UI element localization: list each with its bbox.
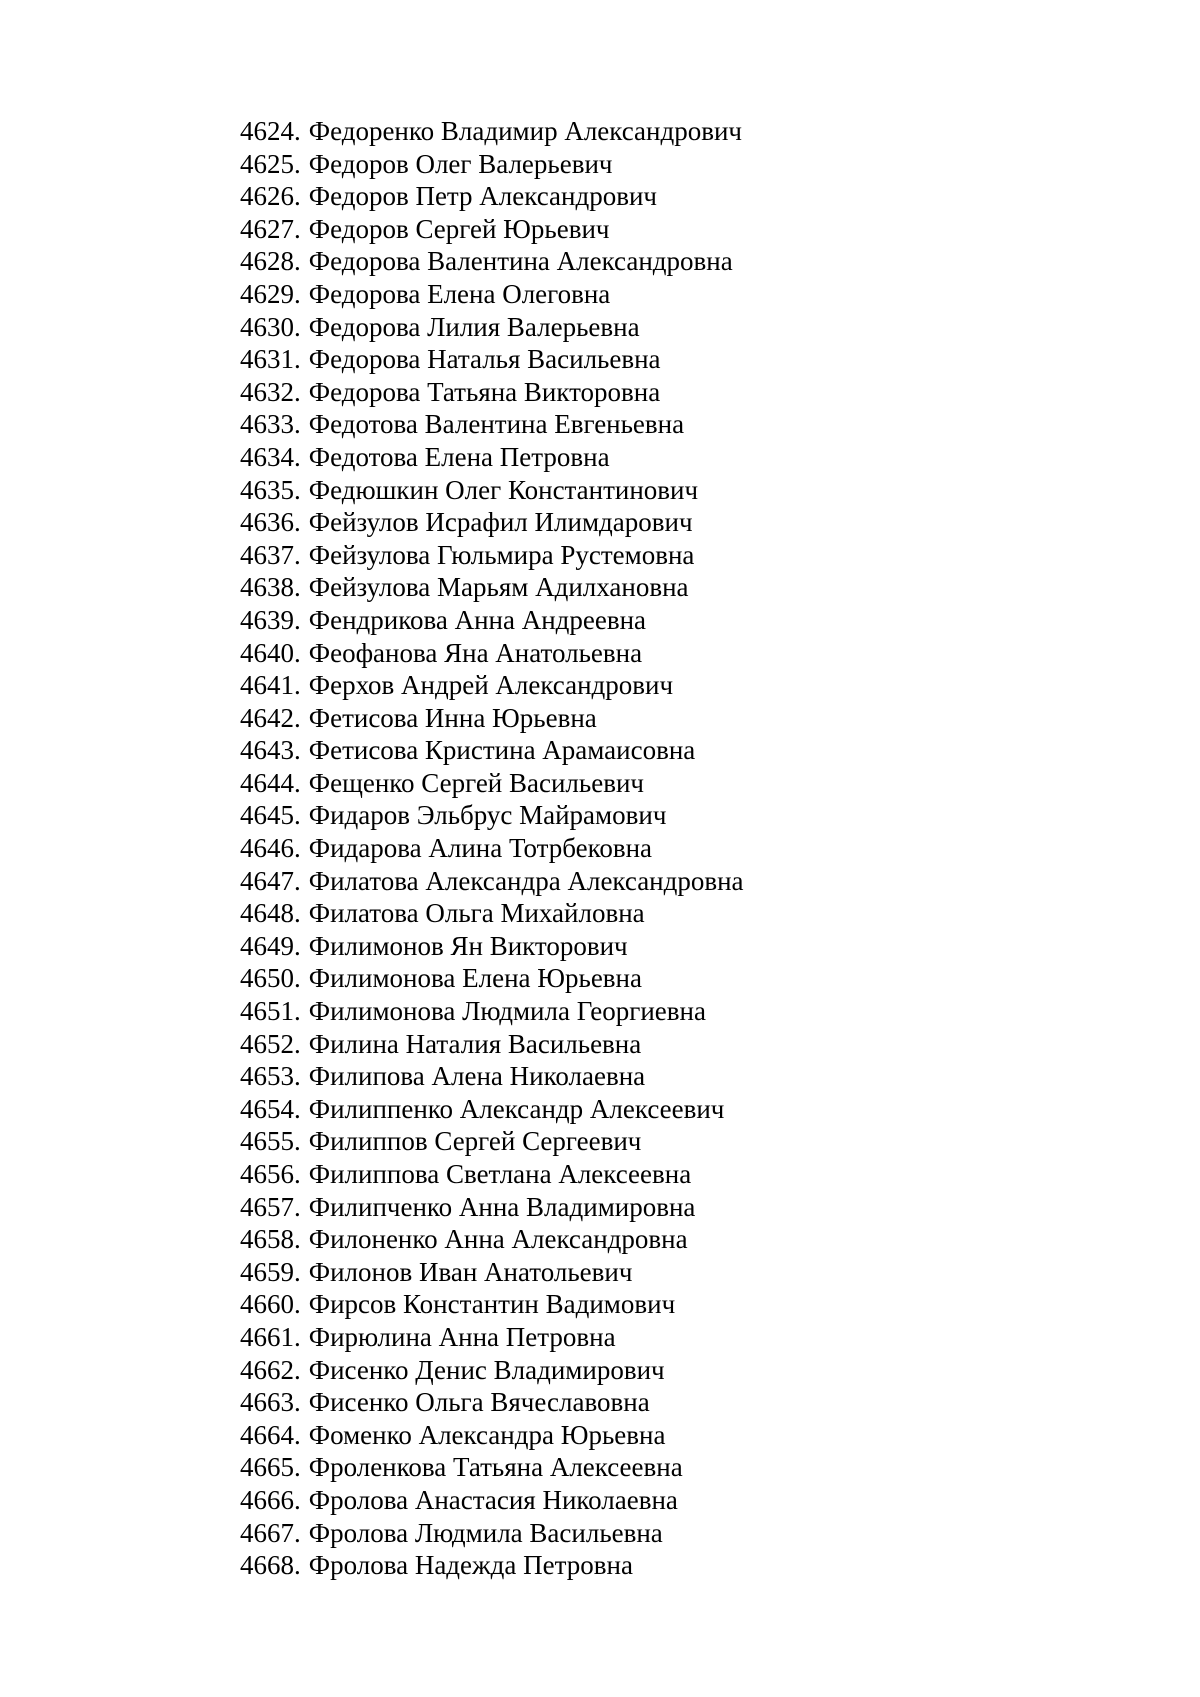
entry-name: Федорова Татьяна Викторовна xyxy=(308,376,661,407)
entry-name: Фидаров Эльбрус Майрамович xyxy=(308,800,667,831)
entry-name: Филиппова Светлана Алексеевна xyxy=(308,1159,692,1189)
list-item xyxy=(240,1158,744,1191)
entry-name: Фисенко Ольга Вячеславовна xyxy=(308,1387,650,1418)
list-item xyxy=(240,604,744,637)
entry-number: 4665. xyxy=(240,1452,301,1483)
entry-name: Федорова Лилия Валерьевна xyxy=(308,311,640,342)
entry-number: 4663. xyxy=(240,1387,301,1418)
entry-number: 4647. xyxy=(240,865,301,896)
entry-name: Федоров Сергей Юрьевич xyxy=(308,213,610,244)
list-item xyxy=(240,669,744,702)
entry-number: 4646. xyxy=(240,833,301,864)
entry-number: 4628. xyxy=(240,246,301,277)
entry-name: Федоров Петр Александрович xyxy=(308,181,657,212)
list-item xyxy=(240,1484,744,1517)
entry-number: 4644. xyxy=(240,767,301,798)
list-item xyxy=(240,148,744,181)
entry-name: Филонов Иван Анатольевич xyxy=(308,1256,633,1287)
list-item xyxy=(240,408,744,441)
entry-number: 4656. xyxy=(240,1159,301,1189)
entry-number: 4624. xyxy=(240,116,301,146)
entry-name: Фейзулова Гюльмира Рустемовна xyxy=(308,539,695,570)
entry-number: 4650. xyxy=(240,963,301,994)
entry-number: 4651. xyxy=(240,996,301,1027)
entry-name: Федорова Валентина Александровна xyxy=(308,246,733,277)
entry-number: 4664. xyxy=(240,1419,301,1450)
entry-name: Фещенко Сергей Васильевич xyxy=(308,767,644,798)
entry-name: Фирсов Константин Вадимович xyxy=(308,1289,676,1320)
list-item xyxy=(240,115,744,148)
entry-number: 4658. xyxy=(240,1224,301,1255)
entry-number: 4661. xyxy=(240,1321,301,1352)
entry-name: Федотова Валентина Евгеньевна xyxy=(308,409,685,440)
list-item xyxy=(240,1517,744,1550)
entry-number: 4639. xyxy=(240,604,301,635)
entry-number: 4652. xyxy=(240,1028,301,1059)
list-item xyxy=(240,571,744,604)
entry-name: Фетисова Инна Юрьевна xyxy=(308,702,597,733)
entry-number: 4634. xyxy=(240,441,301,472)
entry-name: Филатова Александра Александровна xyxy=(308,865,744,896)
entry-number: 4642. xyxy=(240,702,301,733)
entry-name: Филиппов Сергей Сергеевич xyxy=(308,1126,642,1157)
entry-name: Филипченко Анна Владимировна xyxy=(308,1191,696,1222)
name-list xyxy=(240,115,744,1582)
list-item xyxy=(240,1191,744,1224)
entry-name: Фролова Людмила Васильевна xyxy=(308,1517,663,1548)
entry-name: Фоменко Александра Юрьевна xyxy=(308,1419,666,1450)
list-item xyxy=(240,1419,744,1452)
list-item xyxy=(240,506,744,539)
list-item xyxy=(240,376,744,409)
list-item xyxy=(240,311,744,344)
entry-number: 4632. xyxy=(240,376,301,407)
entry-name: Фисенко Денис Владимирович xyxy=(308,1354,665,1385)
list-item xyxy=(240,1354,744,1387)
list-item xyxy=(240,1288,744,1321)
entry-name: Фетисова Кристина Арамаисовна xyxy=(308,735,696,766)
list-item xyxy=(240,1321,744,1354)
entry-name: Фейзулова Марьям Адилхановна xyxy=(308,572,689,603)
list-item xyxy=(240,799,744,832)
entry-name: Фейзулов Исрафил Илимдарович xyxy=(308,507,693,538)
entry-name: Филимонов Ян Викторович xyxy=(308,930,628,961)
entry-number: 4626. xyxy=(240,181,301,212)
entry-name: Фирюлина Анна Петровна xyxy=(308,1321,616,1352)
list-item xyxy=(240,1060,744,1093)
entry-number: 4627. xyxy=(240,213,301,244)
entry-name: Фидарова Алина Тотрбековна xyxy=(308,833,653,864)
list-item xyxy=(240,897,744,930)
list-item xyxy=(240,278,744,311)
list-item xyxy=(240,539,744,572)
entry-name: Фроленкова Татьяна Алексеевна xyxy=(308,1452,683,1483)
list-item xyxy=(240,734,744,767)
entry-number: 4667. xyxy=(240,1517,301,1548)
list-item xyxy=(240,1451,744,1484)
list-item xyxy=(240,930,744,963)
list-item xyxy=(240,1125,744,1158)
entry-name: Фролова Анастасия Николаевна xyxy=(308,1484,678,1515)
entry-number: 4643. xyxy=(240,735,301,766)
entry-name: Федюшкин Олег Константинович xyxy=(308,474,699,505)
entry-number: 4668. xyxy=(240,1550,301,1581)
entry-name: Фролова Надежда Петровна xyxy=(308,1550,633,1581)
list-item xyxy=(240,1386,744,1419)
entry-name: Федоренко Владимир Александрович xyxy=(308,116,742,146)
entry-name: Филимонова Людмила Георгиевна xyxy=(308,996,706,1027)
entry-number: 4649. xyxy=(240,930,301,961)
entry-number: 4629. xyxy=(240,278,301,309)
entry-name: Филоненко Анна Александровна xyxy=(308,1224,688,1255)
list-item xyxy=(240,213,744,246)
entry-name: Филиппенко Александр Алексеевич xyxy=(308,1093,725,1124)
entry-name: Ферхов Андрей Александрович xyxy=(308,670,674,701)
list-item xyxy=(240,962,744,995)
entry-number: 4640. xyxy=(240,637,301,668)
entry-name: Филина Наталия Васильевна xyxy=(308,1028,642,1059)
entry-name: Филипова Алена Николаевна xyxy=(308,1061,646,1092)
entry-number: 4641. xyxy=(240,670,301,701)
list-item xyxy=(240,343,744,376)
entry-number: 4638. xyxy=(240,572,301,603)
entry-number: 4648. xyxy=(240,898,301,929)
entry-name: Федотова Елена Петровна xyxy=(308,441,610,472)
entry-name: Филимонова Елена Юрьевна xyxy=(308,963,642,994)
list-item xyxy=(240,1549,744,1582)
entry-number: 4633. xyxy=(240,409,301,440)
entry-name: Филатова Ольга Михайловна xyxy=(308,898,645,929)
entry-number: 4625. xyxy=(240,148,301,179)
list-item xyxy=(240,180,744,213)
entry-name: Фендрикова Анна Андреевна xyxy=(308,604,647,635)
entry-number: 4653. xyxy=(240,1061,301,1092)
entry-number: 4660. xyxy=(240,1289,301,1320)
list-item xyxy=(240,702,744,735)
entry-number: 4655. xyxy=(240,1126,301,1157)
list-item xyxy=(240,1028,744,1061)
entry-number: 4662. xyxy=(240,1354,301,1385)
entry-name: Федорова Наталья Васильевна xyxy=(308,344,661,375)
entry-name: Федорова Елена Олеговна xyxy=(308,278,611,309)
entry-number: 4635. xyxy=(240,474,301,505)
entry-number: 4659. xyxy=(240,1256,301,1287)
list-item xyxy=(240,474,744,507)
list-item xyxy=(240,1223,744,1256)
list-item xyxy=(240,1256,744,1289)
entry-number: 4630. xyxy=(240,311,301,342)
entry-number: 4631. xyxy=(240,344,301,375)
entry-number: 4645. xyxy=(240,800,301,831)
list-item xyxy=(240,441,744,474)
entry-number: 4637. xyxy=(240,539,301,570)
entry-number: 4657. xyxy=(240,1191,301,1222)
entry-number: 4666. xyxy=(240,1484,301,1515)
list-item xyxy=(240,637,744,670)
list-item xyxy=(240,245,744,278)
list-item xyxy=(240,1093,744,1126)
entry-number: 4636. xyxy=(240,507,301,538)
list-item xyxy=(240,865,744,898)
list-item xyxy=(240,767,744,800)
list-item xyxy=(240,995,744,1028)
entry-name: Федоров Олег Валерьевич xyxy=(308,148,613,179)
entry-number: 4654. xyxy=(240,1093,301,1124)
list-item xyxy=(240,832,744,865)
entry-name: Феофанова Яна Анатольевна xyxy=(308,637,643,668)
